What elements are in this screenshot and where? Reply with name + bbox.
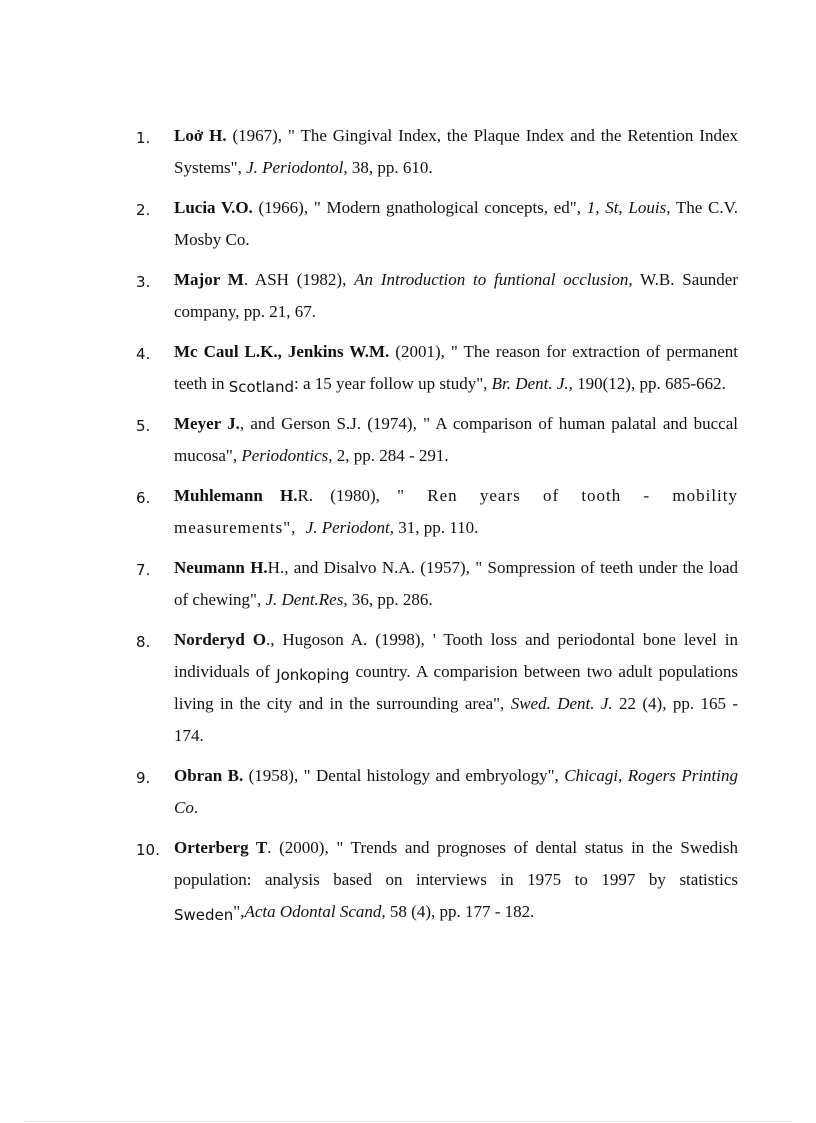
reference-details: W.B. Saunder company, pp. 21, 67.	[174, 270, 738, 321]
reference-author: Mc Caul L.K., Jenkins W.M.	[174, 342, 390, 361]
reference-source: An Introduction to funtional occlusion,	[354, 270, 633, 289]
reference-item	[136, 336, 738, 400]
reference-number: 1.	[136, 129, 151, 147]
reference-item	[136, 408, 738, 472]
reference-source: Chicagi, Rogers Printing Co	[174, 766, 738, 817]
reference-number: 10.	[136, 841, 160, 859]
reference-number: 4.	[136, 345, 151, 363]
reference-place: Jonkoping	[276, 666, 350, 684]
reference-item	[136, 192, 738, 256]
reference-year: (1967),	[226, 126, 288, 145]
reference-title: " Ren years of tooth - mobility measurements",	[174, 486, 738, 537]
reference-number: 3.	[136, 273, 151, 291]
reference-year: H., and Disalvo N.A. (1957),	[267, 558, 476, 577]
reference-source: J. Periodont,	[305, 518, 394, 537]
reference-details: 31, pp. 110.	[393, 518, 479, 537]
reference-author: Norderyd O	[174, 630, 266, 649]
reference-item	[136, 552, 738, 616]
reference-number: 2.	[136, 201, 151, 219]
reference-number: 7.	[136, 561, 151, 579]
reference-place: Sweden	[174, 906, 234, 924]
reference-item	[136, 832, 738, 928]
reference-year: (2001),	[389, 342, 451, 361]
reference-number: 9.	[136, 769, 151, 787]
reference-place: Scotland	[228, 378, 294, 396]
reference-author: Orterberg T	[174, 838, 268, 857]
reference-author: Neumann H.	[174, 558, 268, 577]
reference-source: Br. Dent. J.,	[491, 374, 573, 393]
reference-source: J. Dent.Res,	[265, 590, 348, 609]
reference-title-cont: : a 15 year follow up study",	[293, 374, 492, 393]
reference-title: " Dental histology and embryology",	[303, 766, 565, 785]
reference-year: (1958),	[243, 766, 304, 785]
reference-year: ., Hugoson A. (1998),	[265, 630, 433, 649]
reference-source: Acta Odontal Scand,	[244, 902, 386, 921]
reference-source: Swed. Dent. J.	[510, 694, 613, 713]
reference-author: Muhlemann H.	[174, 486, 298, 505]
reference-year: R. (1980),	[297, 486, 398, 505]
reference-year: (1966),	[252, 198, 314, 217]
reference-title-cont: country. A comparision between two adult populations living in the city and in the surrounding area",	[174, 662, 738, 713]
reference-source: Periodontics,	[241, 446, 333, 465]
reference-details: The C.V. Mosby Co.	[174, 198, 738, 249]
reference-item	[136, 480, 738, 544]
reference-list	[136, 120, 738, 936]
reference-author: Lucia V.O.	[174, 198, 253, 217]
reference-item	[136, 624, 738, 752]
reference-title: ' Tooth loss and periodontal bone level in individuals of	[174, 630, 738, 681]
reference-author: Loở H.	[174, 126, 227, 145]
reference-source: J. Periodontol,	[246, 158, 348, 177]
reference-source: 1, St, Louis,	[586, 198, 671, 217]
reference-item	[136, 120, 738, 184]
reference-title-cont: ",	[233, 902, 245, 921]
reference-title: " The reason for extraction of permanent teeth in	[174, 342, 738, 393]
reference-details: 36, pp. 286.	[347, 590, 433, 609]
reference-number: 8.	[136, 633, 151, 651]
reference-title: " Sompression of teeth under the load of chewing",	[174, 558, 738, 609]
reference-details: 38, pp. 610.	[347, 158, 433, 177]
reference-author: Obran B.	[174, 766, 244, 785]
reference-year: . ASH (1982),	[243, 270, 355, 289]
reference-title: " Trends and prognoses of dental status in the Swedish population: analysis based on interviews in 1975 to 1997 by statistics	[174, 838, 738, 889]
reference-details: 2, pp. 284 - 291.	[332, 446, 449, 465]
reference-details: 190(12), pp. 685-662.	[572, 374, 726, 393]
reference-details: .	[193, 798, 199, 817]
reference-author: Major M	[174, 270, 244, 289]
reference-author: Meyer J.	[174, 414, 240, 433]
reference-title: " A comparison of human palatal and buccal mucosa",	[174, 414, 738, 465]
reference-item	[136, 264, 738, 328]
reference-number: 6.	[136, 489, 151, 507]
page-bottom-divider	[24, 1121, 792, 1122]
reference-details: 58 (4), pp. 177 - 182.	[385, 902, 535, 921]
reference-number: 5.	[136, 417, 151, 435]
reference-year: , and Gerson S.J. (1974),	[239, 414, 424, 433]
reference-year: . (2000),	[267, 838, 337, 857]
reference-details: 22 (4), pp. 165 - 174.	[174, 694, 738, 745]
reference-title: " The Gingival Index, the Plaque Index and the Retention Index Systems",	[174, 126, 739, 177]
reference-item	[136, 760, 738, 824]
reference-title: " Modern gnathological concepts, ed",	[313, 198, 587, 217]
